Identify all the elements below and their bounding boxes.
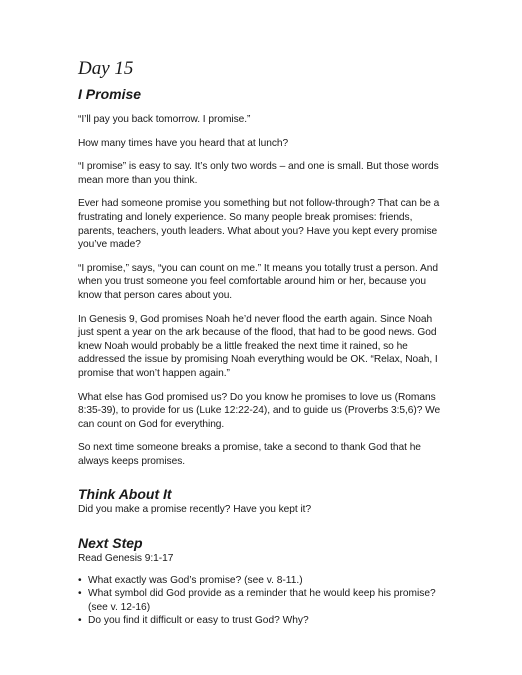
paragraph: In Genesis 9, God promises Noah he’d never flood the earth again. Since Noah just spent a year on the ark because of the flood, that had to be good news. God knew Noah would probably be a little freaked the next time it rained, so he addressed the issue by promising Noah everything would be OK. “Relax, Noah, I promise that won’t happen again.” xyxy=(78,313,438,379)
paragraph: “I promise,” says, “you can count on me.” It means you totally trust a person. And when you trust someone you feel comfortable around him or her, because you know that person cares about you. xyxy=(78,262,438,301)
paragraph: Ever had someone promise you something but not follow-through? That can be a frustrating and lonely experience. So many people break promises: friends, parents, teachers, youth leaders. What about you? Have you kept every promise you’ve made? xyxy=(78,198,440,251)
devotional-page xyxy=(78,58,448,628)
day-title: Day 15 xyxy=(78,58,134,79)
next-step-heading: Next Step xyxy=(78,535,143,552)
think-about-it-text: Did you make a promise recently? Have you kept it? xyxy=(78,504,312,516)
list-item xyxy=(78,614,448,628)
next-step-intro: Read Genesis 9:1-17 xyxy=(78,553,174,565)
question-text: What symbol did God provide as a reminder that he would keep his promise? (see v. 12-16) xyxy=(88,588,436,613)
list-item xyxy=(78,574,448,588)
paragraph: So next time someone breaks a promise, take a second to thank God that he always keeps promises. xyxy=(78,442,421,467)
paragraph: How many times have you heard that at lunch? xyxy=(78,137,289,149)
think-about-it-heading: Think About It xyxy=(78,486,172,503)
paragraph: “I promise” is easy to say. It’s only two words – and one is small. But those words mean more than you think. xyxy=(78,161,439,186)
bullet-icon: • xyxy=(78,615,82,627)
paragraph: What else has God promised us? Do you know he promises to love us (Romans 8:35-39), to provide for us (Luke 12:22-24), and to guide us (Proverbs 3:5,6)? We can count on God for everything. xyxy=(78,391,441,430)
list-item xyxy=(78,587,448,614)
question-list xyxy=(78,574,448,628)
bullet-icon: • xyxy=(78,574,82,586)
devotional-title: I Promise xyxy=(78,86,142,102)
bullet-icon: • xyxy=(78,588,82,600)
question-text: What exactly was God’s promise? (see v. 8-11.) xyxy=(88,574,303,586)
question-text: Do you find it difficult or easy to trust God? Why? xyxy=(88,615,309,627)
paragraph: “I’ll pay you back tomorrow. I promise.” xyxy=(78,114,251,125)
